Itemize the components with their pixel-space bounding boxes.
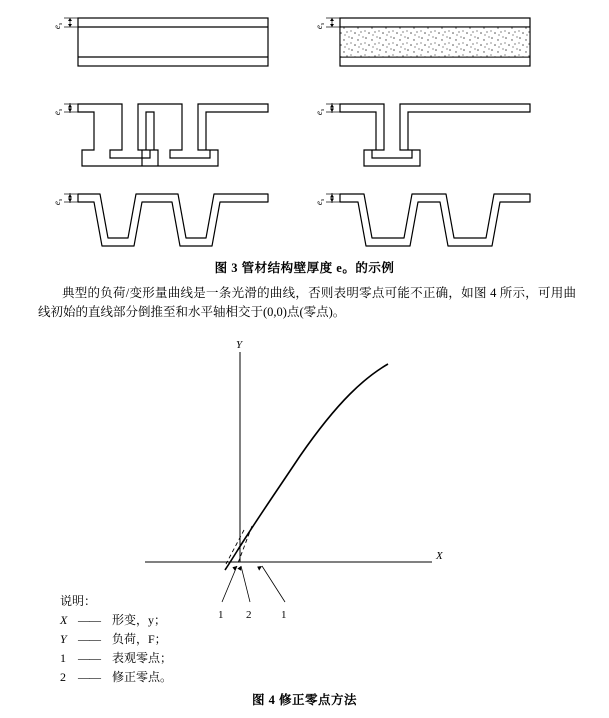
panel-corrugated-wall-closed — [64, 193, 268, 246]
legend-symbol: X — [60, 613, 68, 627]
panel-ribbed-wall-double-t — [64, 103, 268, 166]
legend-row — [60, 611, 172, 630]
legend-symbol: 2 — [60, 670, 66, 684]
panel-solid-wall-foamed — [326, 18, 530, 66]
figure-4-legend — [60, 592, 172, 687]
thickness-label-3: $e_s$ — [52, 108, 64, 116]
x-axis-label: X — [436, 550, 443, 562]
figure-3-caption: 图 3 管材结构壁厚度 e。的示例 — [214, 261, 395, 275]
legend-dash: —— — [78, 670, 100, 684]
legend-dash: —— — [78, 613, 100, 627]
panel-solid-wall-plain — [64, 18, 268, 66]
legend-dash: —— — [78, 651, 100, 665]
callout-2: 2 — [246, 609, 252, 621]
figure-3-illustrations — [0, 0, 609, 270]
legend-row — [60, 649, 172, 668]
legend-table — [60, 611, 172, 687]
thickness-label-2: $e_s$ — [314, 22, 326, 30]
legend-text: 负荷，F； — [112, 632, 167, 646]
body-paragraph-text: 典型的负荷/变形量曲线是一条光滑的曲线，否则表明零点可能不正确，如图 4 所示，可用曲线初始的直线部分倒推至和水平轴相交于(0,0)点(零点)。 — [38, 286, 576, 319]
legend-text: 修正零点。 — [112, 670, 173, 684]
panel-corrugated-wall-open — [326, 193, 530, 246]
legend-symbol: Y — [60, 632, 67, 646]
body-paragraph — [38, 284, 576, 322]
figure-4-caption: 图 4 修正零点方法 — [251, 693, 357, 707]
thickness-label-5: $e_s$ — [52, 198, 64, 206]
legend-row — [60, 630, 172, 649]
thickness-label-1: $e_s$ — [52, 22, 64, 30]
callout-1a: 1 — [218, 609, 224, 621]
legend-text: 表观零点； — [112, 651, 173, 665]
panel-ribbed-wall-single-t — [326, 103, 530, 166]
legend-symbol: 1 — [60, 651, 66, 665]
legend-text: 形变，y； — [112, 613, 167, 627]
y-axis-label: Y — [236, 339, 243, 351]
legend-title: 说明： — [60, 594, 97, 608]
legend-row — [60, 668, 172, 687]
legend-dash: —— — [78, 632, 100, 646]
callout-1b: 1 — [281, 609, 287, 621]
thickness-label-6: $e_s$ — [314, 198, 326, 206]
thickness-label-4: $e_s$ — [314, 108, 326, 116]
